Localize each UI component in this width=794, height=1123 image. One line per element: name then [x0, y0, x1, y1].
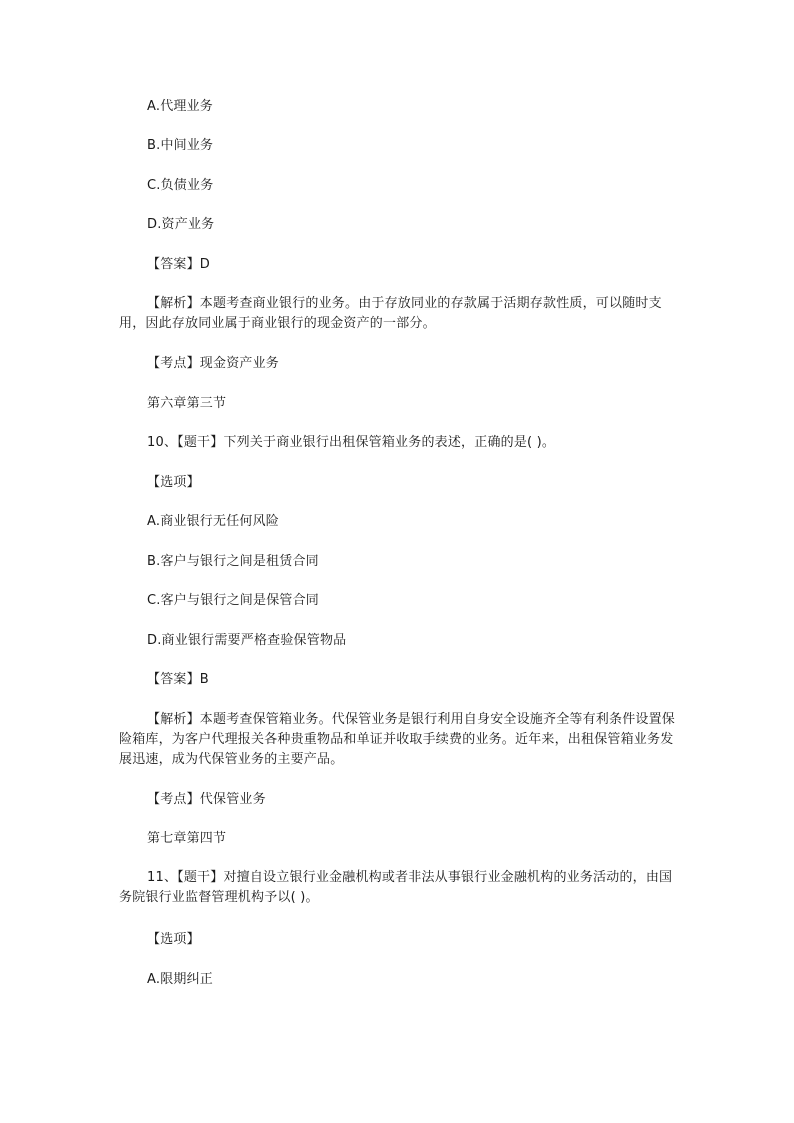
- q10-option-b: B.客户与银行之间是租赁合同: [147, 554, 319, 569]
- q9-option-b: B.中间业务: [147, 138, 214, 153]
- q9-option-d: D.资产业务: [147, 217, 215, 232]
- q10-analysis: 【解析】本题考查保管箱业务。代保管业务是银行利用自身安全设施齐全等有利条件设置保险箱库，为客户代理报关各种贵重物品和单证并收取手续费的业务。近年来，出租保管箱业务发展迅速，成为代保管业务的主要产品。: [119, 712, 676, 767]
- q9-analysis: 【解析】本题考查商业银行的业务。由于存放同业的存款属于活期存款性质，可以随时支用，因此存放同业属于商业银行的现金资产的一部分。: [119, 296, 662, 331]
- q10-option-a: A.商业银行无任何风险: [147, 514, 279, 529]
- q10-options-label: 【选项】: [147, 475, 200, 490]
- q9-answer: 【答案】D: [147, 257, 211, 272]
- q10-chapter: 第六章第三节: [147, 396, 227, 411]
- q10-option-c: C.客户与银行之间是保管合同: [147, 593, 320, 608]
- q10-answer: 【答案】B: [147, 672, 209, 687]
- q11-option-a: A.限期纠正: [147, 972, 213, 987]
- q11-options-label: 【选项】: [147, 932, 200, 947]
- q10-point: 【考点】代保管业务: [147, 792, 266, 807]
- q11-chapter: 第七章第四节: [147, 831, 227, 846]
- q11-stem: 11、【题干】对擅自设立银行业金融机构或者非法从事银行业金融机构的业务活动的，由国务院银行业监督管理机构予以( )。: [119, 870, 673, 905]
- q10-option-d: D.商业银行需要严格查验保管物品: [147, 633, 347, 648]
- q10-stem: 10、【题干】下列关于商业银行出租保管箱业务的表述，正确的是( )。: [147, 435, 556, 450]
- q9-option-c: C.负债业务: [147, 178, 214, 193]
- q9-option-a: A.代理业务: [147, 99, 213, 114]
- q9-point: 【考点】现金资产业务: [147, 356, 280, 371]
